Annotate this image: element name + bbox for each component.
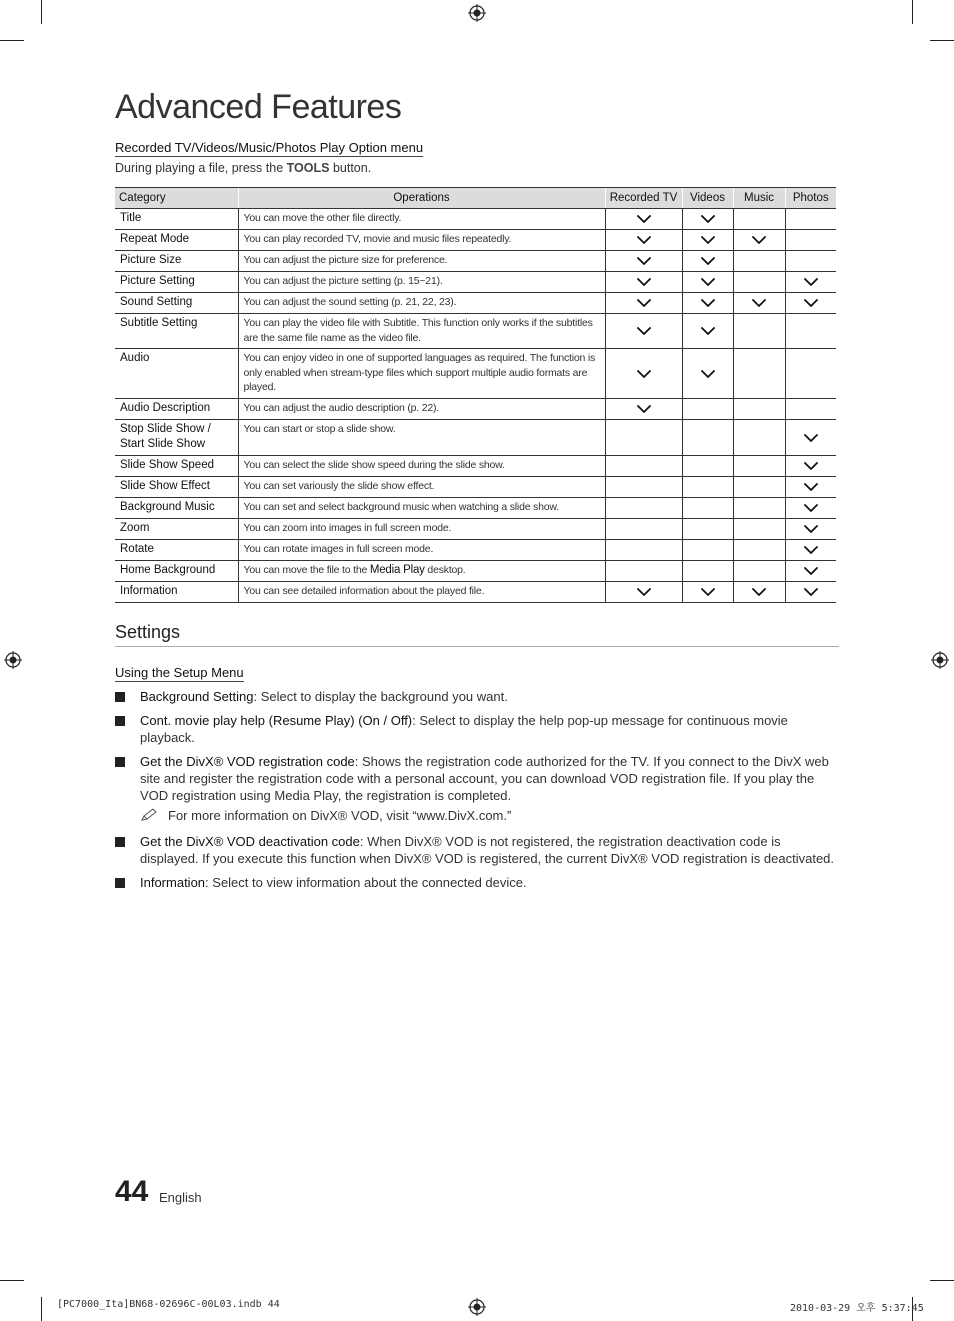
check-mark-icon bbox=[804, 433, 818, 443]
operation-text: You can adjust the audio description (p. 22). bbox=[243, 402, 439, 414]
operation-cell bbox=[238, 251, 605, 272]
support-cell bbox=[733, 399, 785, 420]
support-cell bbox=[733, 456, 785, 477]
intro-after: button. bbox=[329, 161, 372, 175]
tools-key: TOOLS bbox=[286, 161, 330, 175]
operation-text: You can set variously the slide show effect. bbox=[243, 480, 435, 492]
table-row bbox=[115, 420, 836, 456]
support-cell bbox=[682, 314, 733, 349]
category-cell: Slide Show Effect bbox=[115, 477, 238, 498]
file-info: [PC7000_Ita]BN68-02696C-00L03.indb 44 bbox=[57, 1299, 280, 1310]
support-cell bbox=[733, 582, 785, 603]
operation-text: You can zoom into images in full screen mode. bbox=[243, 522, 452, 534]
category-cell: Zoom bbox=[115, 519, 238, 540]
operation-text: You can select the slide show speed during the slide show. bbox=[243, 459, 505, 471]
support-cell bbox=[785, 399, 836, 420]
support-cell bbox=[733, 519, 785, 540]
crop-mark bbox=[41, 0, 42, 24]
pencil-note-icon bbox=[140, 808, 158, 822]
check-mark-icon bbox=[637, 277, 651, 287]
support-cell bbox=[605, 314, 682, 349]
operation-cell bbox=[238, 582, 605, 603]
setup-menu-heading: Using the Setup Menu bbox=[115, 665, 244, 680]
operation-text: You can adjust the sound setting (p. 21, 22, 23). bbox=[243, 296, 457, 308]
support-cell bbox=[682, 399, 733, 420]
check-mark-icon bbox=[804, 277, 818, 287]
table-row bbox=[115, 399, 836, 420]
check-mark-icon bbox=[701, 326, 715, 336]
check-mark-icon bbox=[637, 235, 651, 245]
support-cell bbox=[682, 540, 733, 561]
support-cell bbox=[785, 477, 836, 498]
check-mark-icon bbox=[637, 214, 651, 224]
support-cell bbox=[682, 230, 733, 251]
item-text: : Select to display the background you want. bbox=[253, 689, 508, 704]
support-cell bbox=[733, 251, 785, 272]
crop-mark bbox=[0, 1280, 24, 1281]
check-mark-icon bbox=[752, 235, 766, 245]
table-row bbox=[115, 582, 836, 603]
support-cell bbox=[785, 519, 836, 540]
page-number: 44 bbox=[115, 1175, 149, 1208]
support-cell bbox=[785, 349, 836, 399]
support-cell bbox=[733, 420, 785, 456]
support-cell bbox=[733, 349, 785, 399]
check-mark-icon bbox=[701, 587, 715, 597]
item-term: Information bbox=[140, 875, 206, 890]
intro-before: During playing a file, press the bbox=[115, 161, 287, 175]
operation-text: You can move the other file directly. bbox=[243, 212, 402, 224]
operation-cell bbox=[238, 477, 605, 498]
operation-cell bbox=[238, 230, 605, 251]
check-mark-icon bbox=[637, 326, 651, 336]
list-item bbox=[115, 688, 839, 705]
operation-text: desktop. bbox=[424, 564, 466, 576]
bullet-square-icon bbox=[115, 837, 125, 847]
category-cell: Rotate bbox=[115, 540, 238, 561]
item-text: : When DivX® VOD is not registered, the registration deactivation code is displayed. If you execute this function when DivX® VOD is registered, the current DivX® VOD registration is deactivated. bbox=[140, 834, 835, 866]
operation-text: You can start or stop a slide show. bbox=[243, 423, 396, 435]
bullet-square-icon bbox=[115, 716, 125, 726]
check-mark-icon bbox=[701, 277, 715, 287]
check-mark-icon bbox=[701, 214, 715, 224]
registration-mark-icon bbox=[468, 4, 486, 22]
operation-cell bbox=[238, 498, 605, 519]
support-cell bbox=[605, 209, 682, 230]
list-item bbox=[115, 712, 839, 746]
table-row bbox=[115, 519, 836, 540]
check-mark-icon bbox=[637, 587, 651, 597]
operation-cell bbox=[238, 272, 605, 293]
table-header-row bbox=[115, 188, 836, 209]
category-cell: Background Music bbox=[115, 498, 238, 519]
registration-mark-icon bbox=[931, 651, 949, 669]
table-row bbox=[115, 456, 836, 477]
support-cell bbox=[785, 209, 836, 230]
print-timestamp: 2010-03-29 오후 5:37:45 bbox=[790, 1303, 924, 1314]
item-term: Get the DivX® VOD registration code bbox=[140, 754, 355, 769]
support-cell bbox=[605, 561, 682, 582]
table-row bbox=[115, 272, 836, 293]
check-mark-icon bbox=[804, 503, 818, 513]
item-term: Get the DivX® VOD deactivation code bbox=[140, 834, 360, 849]
check-mark-icon bbox=[804, 587, 818, 597]
support-cell bbox=[785, 272, 836, 293]
support-cell bbox=[785, 420, 836, 456]
item-term: Cont. movie play help (Resume Play) (On / Off) bbox=[140, 713, 413, 728]
check-mark-icon bbox=[752, 587, 766, 597]
column-header: Photos bbox=[785, 188, 836, 209]
support-cell bbox=[733, 230, 785, 251]
operation-text: You can play the video file with Subtitle. This function only works if the subtitles are the same file name as the video file. bbox=[243, 317, 593, 344]
media-play-label: Media Play bbox=[369, 564, 425, 576]
support-cell bbox=[682, 349, 733, 399]
item-text: : Select to view information about the connected device. bbox=[205, 875, 527, 890]
page-language: English bbox=[159, 1190, 202, 1205]
operation-text: You can see detailed information about the played file. bbox=[243, 585, 485, 597]
column-header: Music bbox=[733, 188, 785, 209]
support-cell bbox=[682, 251, 733, 272]
check-mark-icon bbox=[701, 298, 715, 308]
table-row bbox=[115, 477, 836, 498]
note bbox=[140, 808, 511, 823]
category-cell: Information bbox=[115, 582, 238, 603]
support-cell bbox=[785, 561, 836, 582]
table-row bbox=[115, 498, 836, 519]
column-header: Operations bbox=[238, 188, 605, 209]
operation-cell bbox=[238, 314, 605, 349]
support-cell bbox=[605, 519, 682, 540]
operation-cell bbox=[238, 209, 605, 230]
support-cell bbox=[733, 314, 785, 349]
support-cell bbox=[682, 477, 733, 498]
check-mark-icon bbox=[804, 482, 818, 492]
item-text: : Shows the registration code authorized for the TV. If you connect to the DivX web site and register the registration code with a personal account, you can download VOD registration file. If you play the VOD registration using Media Play, the registration is completed. bbox=[140, 754, 829, 803]
operation-text: You can play recorded TV, movie and music files repeatedly. bbox=[243, 233, 512, 245]
support-cell bbox=[682, 209, 733, 230]
support-cell bbox=[605, 582, 682, 603]
support-cell bbox=[733, 540, 785, 561]
check-mark-icon bbox=[637, 256, 651, 266]
list-item bbox=[115, 874, 839, 891]
support-cell bbox=[733, 561, 785, 582]
play-option-table bbox=[115, 187, 836, 603]
support-cell bbox=[605, 456, 682, 477]
support-cell bbox=[733, 293, 785, 314]
list-item bbox=[115, 833, 839, 867]
support-cell bbox=[605, 498, 682, 519]
table-row bbox=[115, 251, 836, 272]
section-heading: Recorded TV/Videos/Music/Photos Play Option menu bbox=[115, 140, 424, 155]
support-cell bbox=[682, 498, 733, 519]
category-cell: Sound Setting bbox=[115, 293, 238, 314]
support-cell bbox=[785, 230, 836, 251]
table-row bbox=[115, 293, 836, 314]
operation-cell bbox=[238, 540, 605, 561]
operation-cell bbox=[238, 420, 605, 456]
category-cell: Subtitle Setting bbox=[115, 314, 238, 349]
check-mark-icon bbox=[804, 545, 818, 555]
operation-cell bbox=[238, 519, 605, 540]
column-header: Recorded TV bbox=[605, 188, 682, 209]
check-mark-icon bbox=[637, 369, 651, 379]
operation-cell bbox=[238, 561, 605, 582]
column-header: Category bbox=[115, 188, 238, 209]
support-cell bbox=[785, 540, 836, 561]
bullet-square-icon bbox=[115, 878, 125, 888]
support-cell bbox=[785, 582, 836, 603]
support-cell bbox=[682, 561, 733, 582]
crop-mark bbox=[930, 40, 954, 41]
operation-text: You can enjoy video in one of supported languages as required. The function is only enabled when stream-type files which support multiple audio formats are played. bbox=[243, 352, 596, 393]
crop-mark bbox=[41, 1297, 42, 1321]
support-cell bbox=[605, 477, 682, 498]
support-cell bbox=[605, 230, 682, 251]
check-mark-icon bbox=[637, 404, 651, 414]
support-cell bbox=[733, 209, 785, 230]
support-cell bbox=[682, 519, 733, 540]
category-cell: Slide Show Speed bbox=[115, 456, 238, 477]
operation-text: You can adjust the picture size for preference. bbox=[243, 254, 448, 266]
check-mark-icon bbox=[637, 298, 651, 308]
intro-text bbox=[115, 161, 371, 175]
support-cell bbox=[785, 251, 836, 272]
table-body bbox=[115, 209, 836, 603]
check-mark-icon bbox=[701, 369, 715, 379]
check-mark-icon bbox=[752, 298, 766, 308]
category-cell: Picture Size bbox=[115, 251, 238, 272]
operation-cell bbox=[238, 399, 605, 420]
support-cell bbox=[605, 420, 682, 456]
operation-cell bbox=[238, 456, 605, 477]
check-mark-icon bbox=[804, 461, 818, 471]
operation-text: You can rotate images in full screen mode. bbox=[243, 543, 434, 555]
table-row bbox=[115, 209, 836, 230]
operation-text: You can set and select background music when watching a slide show. bbox=[243, 501, 559, 513]
crop-mark bbox=[0, 40, 24, 41]
support-cell bbox=[682, 420, 733, 456]
support-cell bbox=[605, 293, 682, 314]
support-cell bbox=[605, 251, 682, 272]
category-cell: Stop Slide Show / Start Slide Show bbox=[115, 420, 238, 456]
note-text: For more information on DivX® VOD, visit “www.DivX.com.” bbox=[168, 808, 512, 823]
category-cell: Repeat Mode bbox=[115, 230, 238, 251]
check-mark-icon bbox=[804, 298, 818, 308]
support-cell bbox=[785, 498, 836, 519]
column-header: Videos bbox=[682, 188, 733, 209]
table-row bbox=[115, 561, 836, 582]
check-mark-icon bbox=[701, 235, 715, 245]
check-mark-icon bbox=[701, 256, 715, 266]
support-cell bbox=[605, 540, 682, 561]
support-cell bbox=[682, 456, 733, 477]
support-cell bbox=[605, 272, 682, 293]
list-item bbox=[115, 753, 839, 804]
table-row bbox=[115, 314, 836, 349]
registration-mark-icon bbox=[4, 651, 22, 669]
category-cell: Home Background bbox=[115, 561, 238, 582]
support-cell bbox=[682, 582, 733, 603]
bullet-square-icon bbox=[115, 692, 125, 702]
table-row bbox=[115, 540, 836, 561]
table-row bbox=[115, 349, 836, 399]
check-mark-icon bbox=[804, 566, 818, 576]
operation-text: You can adjust the picture setting (p. 15~21). bbox=[243, 275, 443, 287]
category-cell: Audio bbox=[115, 349, 238, 399]
item-text: : Select to display the help pop-up message for continuous movie playback. bbox=[140, 713, 788, 745]
operation-cell bbox=[238, 349, 605, 399]
registration-mark-icon bbox=[468, 1298, 486, 1316]
support-cell bbox=[733, 477, 785, 498]
page-title: Advanced Features bbox=[115, 88, 402, 126]
support-cell bbox=[785, 293, 836, 314]
settings-heading: Settings bbox=[115, 622, 839, 647]
operation-text: You can move the file to the bbox=[243, 564, 370, 576]
support-cell bbox=[605, 349, 682, 399]
crop-mark bbox=[912, 0, 913, 24]
category-cell: Picture Setting bbox=[115, 272, 238, 293]
support-cell bbox=[785, 456, 836, 477]
category-cell: Audio Description bbox=[115, 399, 238, 420]
check-mark-icon bbox=[804, 524, 818, 534]
table-row bbox=[115, 230, 836, 251]
support-cell bbox=[733, 498, 785, 519]
category-cell: Title bbox=[115, 209, 238, 230]
crop-mark bbox=[930, 1280, 954, 1281]
support-cell bbox=[733, 272, 785, 293]
support-cell bbox=[682, 272, 733, 293]
support-cell bbox=[682, 293, 733, 314]
support-cell bbox=[605, 399, 682, 420]
support-cell bbox=[785, 314, 836, 349]
item-term: Background Setting bbox=[140, 689, 254, 704]
operation-cell bbox=[238, 293, 605, 314]
bullet-square-icon bbox=[115, 757, 125, 767]
